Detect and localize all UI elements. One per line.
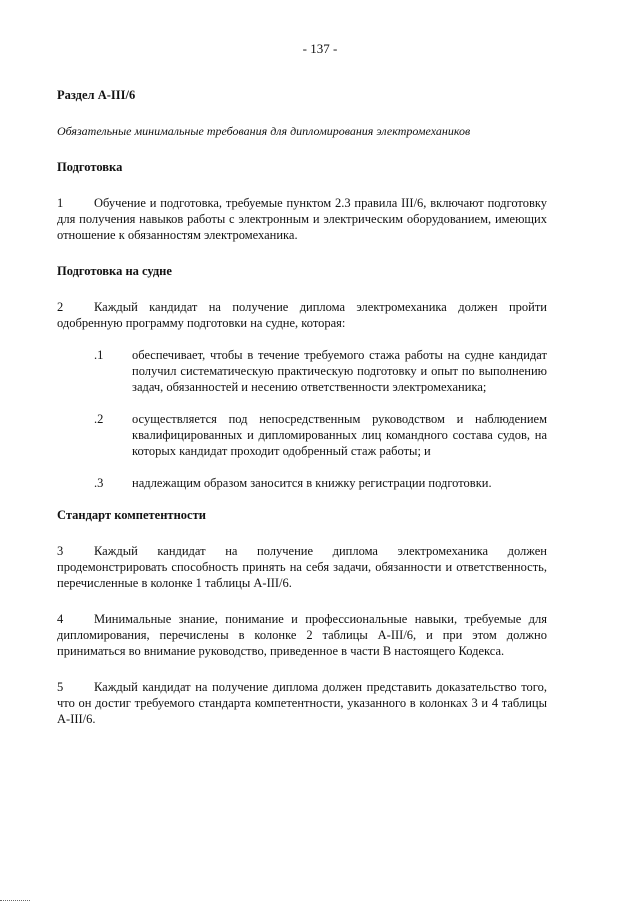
list-item-marker: .1 xyxy=(94,348,104,362)
list-item xyxy=(57,475,547,491)
training-heading: Подготовка xyxy=(57,160,123,174)
paragraph-text: Минимальные знание, понимание и профессиональные навыки, требуемые для дипломирования, перечислены в колонке 2 таблицы A-III/6, и при этом должно приниматься во внимание руководство, приведенное в части B настоящего Кодекса. xyxy=(57,612,547,658)
paragraph-number: 4 xyxy=(57,612,64,626)
paragraph-text: Каждый кандидат на получение диплома электромеханика должен продемонстрировать способность принять на себя задачи, обязанности и ответственность, перечисленные в колонке 1 таблицы A-III/6. xyxy=(57,544,547,590)
paragraph-number: 1 xyxy=(57,196,64,210)
list-item-text: обеспечивает, чтобы в течение требуемого стажа работы на судне кандидат получил систематическую практическую подготовку и опыт по выполнению задач, обязанностей и несению ответственности электромеханика; xyxy=(132,348,547,394)
list-item-text: надлежащим образом заносится в книжку регистрации подготовки. xyxy=(132,476,492,490)
paragraph-text: Каждый кандидат на получение диплома должен представить доказательство того, что он достиг требуемого стандарта компетентности, указанного в колонках 3 и 4 таблицы A-III/6. xyxy=(57,680,547,726)
page-number: - 137 - xyxy=(302,41,338,56)
section-title: Раздел A-III/6 xyxy=(57,88,136,102)
paragraph-4 xyxy=(57,611,547,659)
list-item xyxy=(57,411,547,459)
list-item xyxy=(57,347,547,395)
paragraph-2 xyxy=(57,299,547,331)
section-subtitle: Обязательные минимальные требования для дипломирования электромехаников xyxy=(57,124,471,138)
paragraph-text: Каждый кандидат на получение диплома электромеханика должен пройти одобренную программу подготовки на судне, которая: xyxy=(57,300,547,330)
paragraph-number: 5 xyxy=(57,680,64,694)
list-item-text: осуществляется под непосредственным руководством и наблюдением квалифицированных и дипломированных лиц командного состава судов, на которых кандидат проходит одобренный стаж работы; и xyxy=(132,412,547,458)
document-body xyxy=(57,87,547,727)
paragraph-1 xyxy=(57,195,547,243)
paragraph-number: 2 xyxy=(57,300,64,314)
page-edge-mark xyxy=(0,900,30,901)
competence-heading: Стандарт компетентности xyxy=(57,508,206,522)
paragraph-text: Обучение и подготовка, требуемые пунктом 2.3 правила III/6, включают подготовку для получения навыков работы с электронным и электрическим оборудованием, имеющих отношение к обязанностям электромеханика. xyxy=(57,196,547,242)
paragraph-3 xyxy=(57,543,547,591)
onboard-training-heading: Подготовка на судне xyxy=(57,264,172,278)
paragraph-number: 3 xyxy=(57,544,64,558)
list-item-marker: .2 xyxy=(94,412,104,426)
paragraph-5 xyxy=(57,679,547,727)
list-item-marker: .3 xyxy=(94,476,104,490)
